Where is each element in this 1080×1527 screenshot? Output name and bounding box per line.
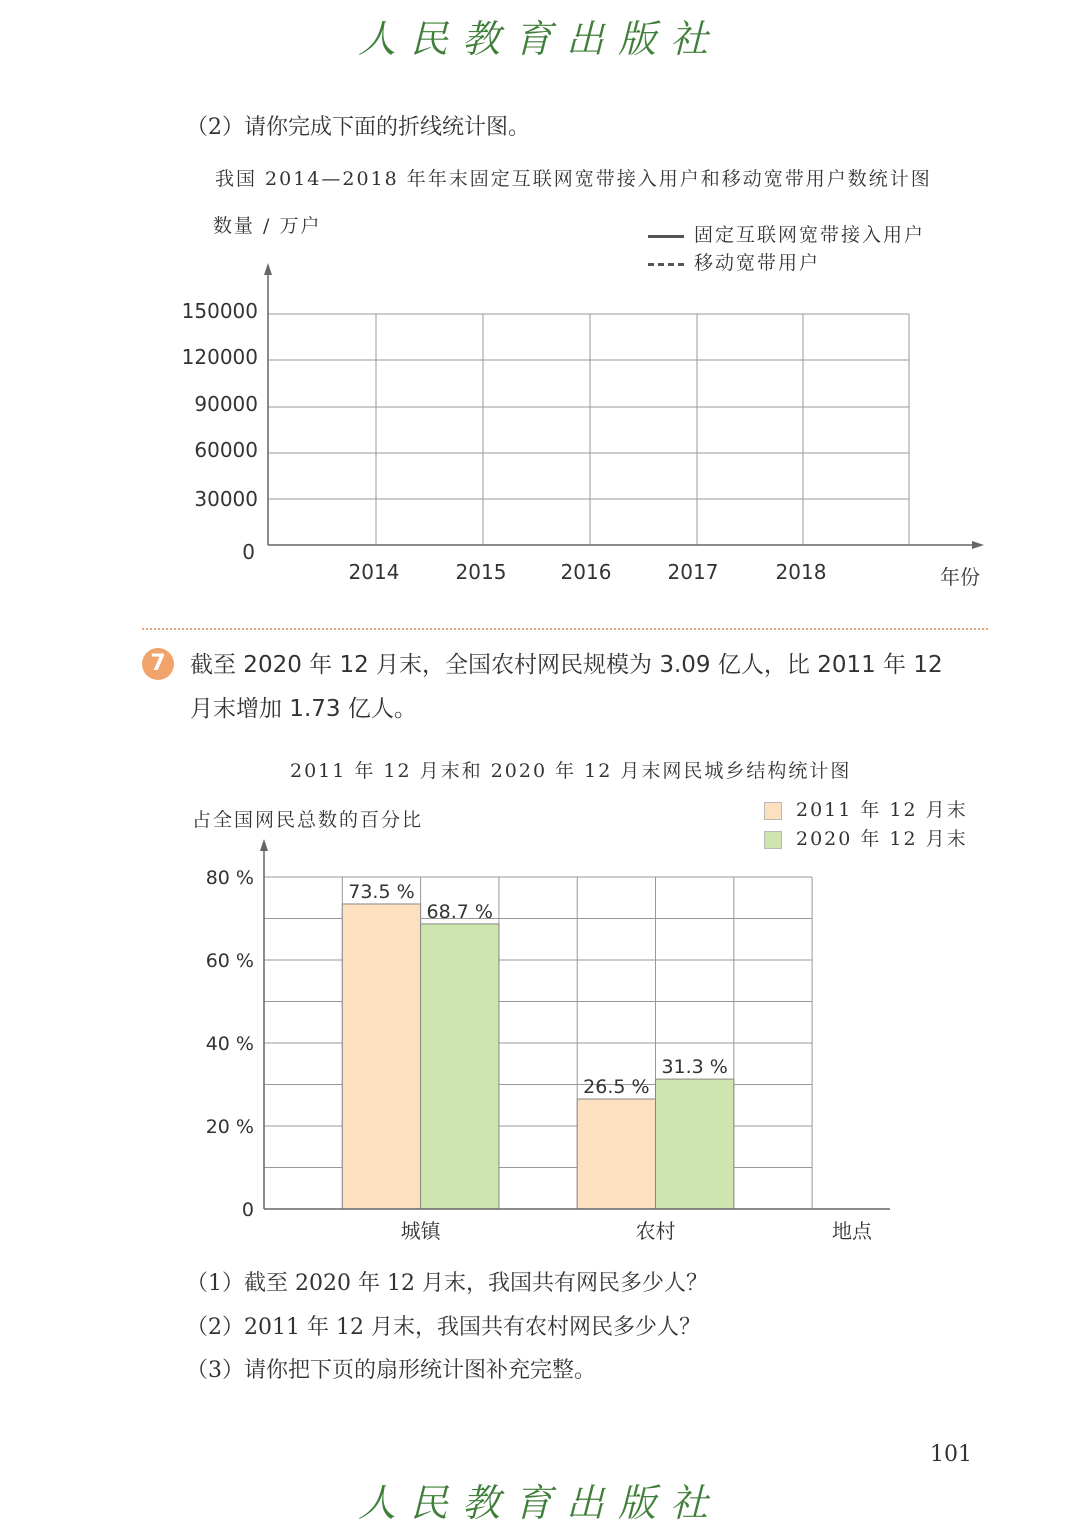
- legend-label: 移动宽带用户: [694, 252, 821, 274]
- bar-data-label: 26.5 %: [583, 1076, 650, 1099]
- bar-data-label: 31.3 %: [661, 1056, 728, 1079]
- solid-line-swatch: [648, 235, 684, 238]
- problem7-text-line1: 截至 2020 年 12 月末，全国农村网民规模为 3.09 亿人，比 2011 年 12: [190, 652, 943, 678]
- question-1: （1）截至 2020 年 12 月末，我国共有网民多少人？: [186, 1271, 708, 1296]
- y-axis-arrow: [260, 839, 268, 851]
- x-tick: 城镇: [400, 1219, 441, 1243]
- section-divider: [142, 628, 988, 630]
- bar-0-1: [421, 924, 499, 1209]
- y-axis-arrow: [264, 263, 272, 275]
- y-tick: 60 %: [205, 950, 254, 972]
- line-chart-title: 我国 2014—2018 年年末固定互联网宽带接入用户和移动宽带用户数统计图: [215, 168, 932, 190]
- x-tick: 2014: [348, 560, 400, 584]
- question-2: （2）2011 年 12 月末，我国共有农村网民多少人？: [186, 1315, 701, 1340]
- bar-1-0: [577, 1099, 655, 1209]
- problem-number-badge: 7: [142, 648, 174, 680]
- y-tick: 90000: [194, 392, 258, 416]
- bar-chart: [0, 830, 1080, 1250]
- x-tick: 2018: [775, 560, 827, 584]
- x-tick: 2016: [560, 560, 612, 584]
- x-tick: 2017: [667, 560, 719, 584]
- question-3: （3）请你把下页的扇形统计图补充完整。: [186, 1358, 596, 1383]
- x-tick: 农村: [635, 1219, 676, 1243]
- legend-swatch-2011: [764, 802, 782, 820]
- y-tick: 0: [241, 1199, 254, 1221]
- y-tick: 60000: [194, 438, 258, 462]
- line-chart-ylabel: 数量 / 万户: [213, 215, 322, 237]
- bar-chart-x-ticks: [401, 1219, 873, 1243]
- legend-label: 固定互联网宽带接入用户: [694, 224, 926, 246]
- legend-label: 2011 年 12 月末: [796, 799, 968, 821]
- bar-chart-title: 2011 年 12 月末和 2020 年 12 月末网民城乡结构统计图: [290, 760, 852, 782]
- line-chart-grid: [268, 314, 909, 545]
- x-axis-label: 地点: [832, 1219, 872, 1243]
- x-axis-arrow: [972, 541, 984, 549]
- y-tick: 30000: [194, 487, 258, 511]
- legend-label: 2020 年 12 月末: [796, 828, 968, 850]
- y-tick: 120000: [181, 345, 258, 369]
- y-tick: 80 %: [205, 867, 254, 889]
- part2-prompt: （2）请你完成下面的折线统计图。: [186, 115, 530, 140]
- y-tick: 20 %: [205, 1116, 254, 1138]
- publisher-logo-bottom: 人民教育出版社: [357, 1481, 722, 1525]
- bar-0-0: [342, 904, 420, 1209]
- legend-fixed-broadband: [648, 220, 925, 247]
- legend-2011: [764, 795, 968, 822]
- problem7-text-line2: 月末增加 1.73 亿人。: [190, 696, 417, 722]
- bar-chart-ylabel: 占全国网民总数的百分比: [192, 809, 424, 831]
- y-tick: 40 %: [205, 1033, 254, 1055]
- y-tick: 150000: [181, 299, 258, 323]
- bar-1-1: [656, 1079, 734, 1209]
- bar-data-label: 73.5 %: [348, 880, 415, 903]
- x-axis-label: 年份: [940, 565, 980, 589]
- x-tick: 2015: [455, 560, 507, 584]
- bar-data-label: 68.7 %: [426, 900, 493, 923]
- bar-chart-y-ticks: [206, 867, 254, 1221]
- page-number: 101: [930, 1442, 972, 1467]
- y-tick: 0: [242, 540, 255, 564]
- publisher-logo-top: 人民教育出版社: [357, 17, 722, 61]
